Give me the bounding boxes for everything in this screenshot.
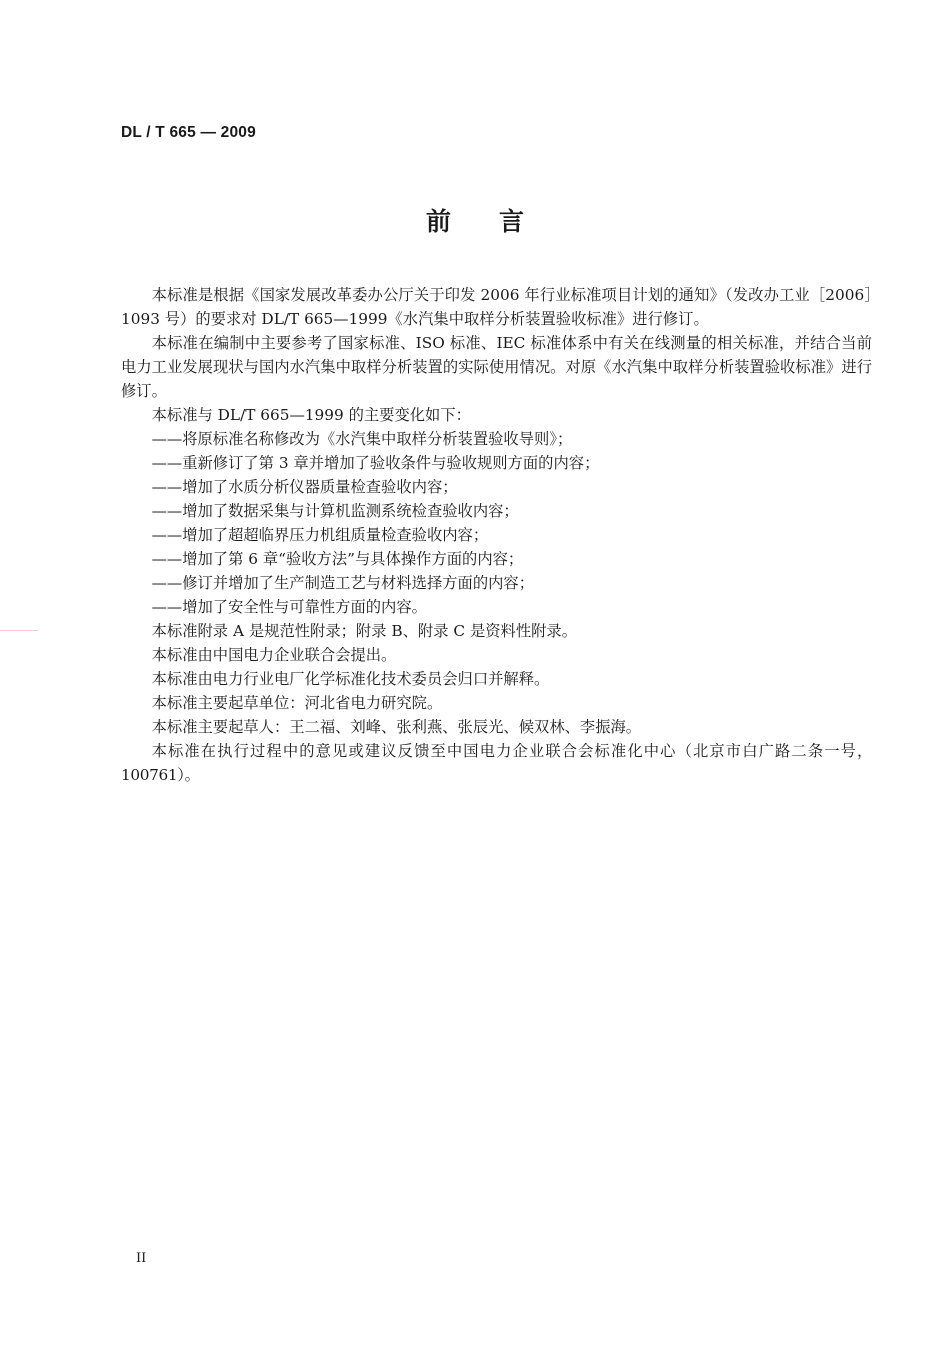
list-item: ——重新修订了第 3 章并增加了验收条件与验收规则方面的内容； (151, 454, 600, 472)
page-title: 前言 (425, 207, 572, 236)
paragraph: 本标准与 DL/T 665—1999 的主要变化如下： (151, 406, 471, 424)
list-item: ——将原标准名称修改为《水汽集中取样分析装置验收导则》； (151, 430, 573, 448)
paragraph: 本标准由电力行业电厂化学标准化技术委员会归口并解释。 (151, 670, 550, 688)
list-item: ——增加了数据采集与计算机监测系统检查验收内容； (151, 502, 519, 520)
list-item: ——增加了超超临界压力机组质量检查验收内容； (151, 526, 489, 544)
list-item: ——增加了水质分析仪器质量检查验收内容； (151, 478, 458, 496)
list-item: ——修订并增加了生产制造工艺与材料选择方面的内容； (151, 574, 535, 592)
paragraph: 本标准附录 A 是规范性附录；附录 B、附录 C 是资料性附录。 (151, 622, 578, 640)
document-code-prefix: DL / T (121, 124, 165, 141)
paragraph: 本标准由中国电力企业联合会提出。 (151, 646, 397, 664)
paragraph: 本标准是根据《国家发展改革委办公厅关于印发 2006 年行业标准项目计划的通知》（发改办工业［2006］1093 号）的要求对 DL/T 665—1999《水汽集中取样分析装置验收标准》进行修订。 (121, 286, 872, 328)
list-item: ——增加了安全性与可靠性方面的内容。 (151, 598, 427, 616)
document-code (121, 124, 256, 142)
paragraph: 本标准在编制中主要参考了国家标准、ISO 标准、IEC 标准体系中有关在线测量的相关标准，并结合当前电力工业发展现状与国内水汽集中取样分析装置的实际使用情况。对原《水汽集中取样分析装置验收标准》进行修订。 (121, 334, 872, 400)
document-body (121, 283, 872, 787)
document-code-number: 665 — 2009 (164, 124, 256, 141)
margin-mark (0, 630, 38, 631)
paragraph: 本标准在执行过程中的意见或建议反馈至中国电力企业联合会标准化中心（北京市白广路二条一号，100761）。 (121, 742, 872, 784)
paragraph: 本标准主要起草单位：河北省电力研究院。 (151, 694, 443, 712)
list-item: ——增加了第 6 章“验收方法”与具体操作方面的内容； (151, 550, 524, 568)
paragraph: 本标准主要起草人：王二福、刘峰、张利燕、张辰光、候双林、李振海。 (151, 718, 642, 736)
page-number: II (136, 1251, 147, 1266)
